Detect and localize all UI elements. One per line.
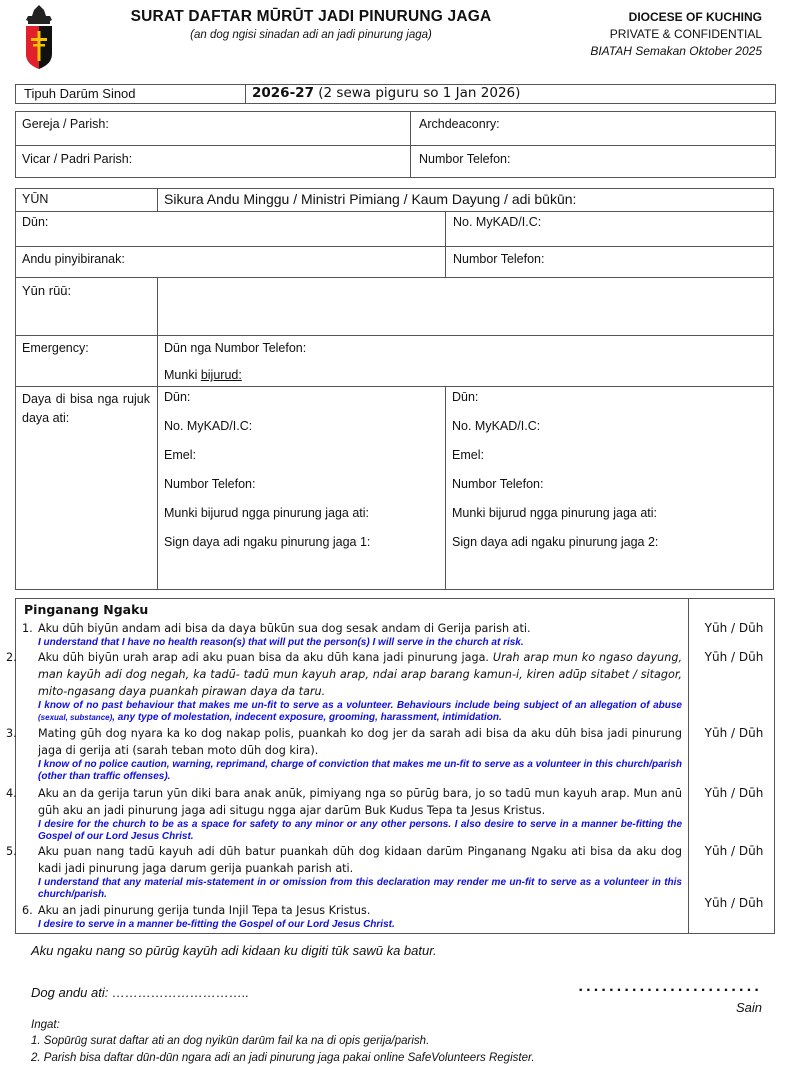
referee-1-email-field[interactable]: Emel: xyxy=(164,448,196,462)
declaration-item-6: 6. Aku an jadi pinurung gerija tunda Injil Tepa ta Jesus Kristus. I desire to serve in a manner be-fitting the Gospel of our Lord Jesus Christ. xyxy=(22,904,395,930)
revision-label: BIATAH Semakan Oktober 2025 xyxy=(590,44,762,58)
referee-1-relation-field[interactable]: Munki bijurud ngga pinurung jaga ati: xyxy=(164,506,369,520)
note-1: 1. Sopūrūg surat daftar ati an dog nyikūn darūm fail ka na di opis gerija/parish. xyxy=(31,1035,430,1047)
referee-2-email-field[interactable]: Emel: xyxy=(452,448,484,462)
referee-1-name-field[interactable]: Dūn: xyxy=(164,390,191,404)
note-2: 2. Parish bisa daftar dūn-dūn ngara adi an jadi pinurung jaga pakai online SafeVolunteers Register. xyxy=(31,1052,535,1064)
ic-field[interactable]: No. MyKAD/I.C: xyxy=(453,215,542,229)
referee-label: Daya di bisa nga rujuk daya ati: xyxy=(22,392,150,425)
declaration-item-4: 4. Aku an da gerija tarun yūn diki bara anak anūk, pimiyang nga so pūrūg bara, jo so tadū mun kayuh arap. Mun anū gūh aku an jadi pinurung jaga adi situgu ngga ajar darūm Buk Kudus Tepa ta Jesus Kristus. I desire for the church to be as a space for safety to any minor or any other persons. I also desire to serve in a manner be-fitting the Gospel of our Lord Jesus Christ. xyxy=(6,787,682,842)
volunteer-section xyxy=(15,188,774,590)
referee-1-phone-field[interactable]: Numbor Telefon: xyxy=(164,477,256,491)
synod-value: 2026-27 (2 sewa piguru so 1 Jan 2026) xyxy=(252,85,521,101)
dob-field[interactable]: Andu pinyibiranak: xyxy=(22,252,125,266)
declaration-item-5: 5. Aku puan nang tadū kayuh adi dūh batur puankah dūh dog kidaan darūm Pinganang Ngaku ati bisa da aku dog kadi jadi pinurung jaga darum gerija puankah parish ati. I understand that any material mis-statement in or omission from this declaration may render me un-fit to serve as a volunteer in this church/parish. xyxy=(6,845,682,900)
referee-1 xyxy=(164,390,439,564)
declaration-item-3: 3. Mating gūh dog nyara ka ko dog nakap polis, puankah ko dog jer da sarah adi bisa da aku dūh bisa jadi pinurung jaga di gerija ati (sarah teban moto dūh dog kira). I know of no police caution, warning, reprimand, charge of conviction that makes me un-fit to serve as a volunteer in this church/parish (other than traffic offenses). xyxy=(6,727,682,782)
emergency-label: Emergency: xyxy=(22,341,89,355)
synod-row xyxy=(15,84,776,104)
parish-section xyxy=(15,111,776,178)
parish-field[interactable]: Gereja / Parish: xyxy=(22,117,109,131)
choice-3[interactable]: Yūh / Dūh xyxy=(704,726,764,740)
declaration-item-1: 1. Aku dūh biyūn andam adi bisa da daya būkūn sua dog sesak andam di Gerija parish ati. I understand that I have no health reason(s) that will put the person(s) I will serve in the church at risk. xyxy=(22,622,531,648)
signature-label: Sain xyxy=(735,1000,762,1015)
referee-2 xyxy=(452,390,767,564)
choice-1[interactable]: Yūh / Dūh xyxy=(704,621,764,635)
parish-phone-field[interactable]: Numbor Telefon: xyxy=(419,152,511,166)
affirmation-text: Aku ngaku nang so pūrūg kayūh adi kidaan ku digiti tūk sawū ka batur. xyxy=(31,943,437,958)
phone-field[interactable]: Numbor Telefon: xyxy=(453,252,545,266)
choice-4[interactable]: Yūh / Dūh xyxy=(704,786,764,800)
ministry-field[interactable]: Sikura Andu Minggu / Ministri Pimiang / Kaum Dayung / adi būkūn: xyxy=(164,191,577,207)
emergency-relation-field[interactable]: Munki bijurud: xyxy=(164,368,242,382)
declaration-item-2: 2. Aku dūh biyūn urah arap adi aku puan bisa da aku dūh kana jadi pinurung jaga. Urah arap mun ko ngaso dayung, man kayūh adi dog negah, ka tadū- tadū mun kayuh arap, ndai arap barang kamun-i, kiren adūp sitabet / sitagor, mito-ngasang daya puankah pirawan daya da taru. I know of no past behaviour that makes me un-fit to serve as a volunteer. Behaviours include being subject of an allegation of abuse (sexual, substance), any type of molestation, indecent exposure, grooming, harassment, intimidation. xyxy=(6,651,682,723)
choice-5[interactable]: Yūh / Dūh xyxy=(704,844,764,858)
vicar-field[interactable]: Vicar / Padri Parish: xyxy=(22,152,133,166)
confidentiality-label: PRIVATE & CONFIDENTIAL xyxy=(609,27,762,41)
referee-2-ic-field[interactable]: No. MyKAD/I.C: xyxy=(452,419,541,433)
referee-2-relation-field[interactable]: Munki bijurud ngga pinurung jaga ati: xyxy=(452,506,657,520)
diocese-crest-icon xyxy=(22,4,56,70)
date-field[interactable]: Dog andu ati: ………………………….. xyxy=(31,985,250,1000)
form-subtitle: (an dog ngisi sinadan adi an jadi pinurung jaga) xyxy=(190,29,432,41)
org-info xyxy=(590,9,762,60)
declaration-section xyxy=(6,598,775,934)
emergency-name-phone-field[interactable]: Dūn nga Numbor Telefon: xyxy=(164,341,307,355)
address-label: Yūn rūū: xyxy=(22,283,72,298)
synod-label: Tipuh Darūm Sinod xyxy=(24,86,136,101)
form-title: SURAT DAFTAR MŪRŪT JADI PINURUNG JAGA xyxy=(130,8,492,25)
address-field[interactable] xyxy=(159,279,771,333)
signature-line[interactable]: ........................ xyxy=(578,978,762,995)
referee-2-sign-field[interactable]: Sign daya adi ngaku pinurung jaga 2: xyxy=(452,535,659,549)
referee-1-ic-field[interactable]: No. MyKAD/I.C: xyxy=(164,419,253,433)
archdeaconry-field[interactable]: Archdeaconry: xyxy=(419,117,500,131)
referee-1-sign-field[interactable]: Sign daya adi ngaku pinurung jaga 1: xyxy=(164,535,371,549)
referee-2-name-field[interactable]: Dūn: xyxy=(452,390,479,404)
declaration-heading: Pinganang Ngaku xyxy=(24,602,149,617)
org-name: DIOCESE OF KUCHING xyxy=(628,10,762,24)
notes-heading: Ingat: xyxy=(31,1019,60,1031)
referee-2-phone-field[interactable]: Numbor Telefon: xyxy=(452,477,544,491)
yun-label: YŪN xyxy=(22,192,49,206)
choice-6[interactable]: Yūh / Dūh xyxy=(704,896,764,910)
choice-2[interactable]: Yūh / Dūh xyxy=(704,650,764,664)
name-field[interactable]: Dūn: xyxy=(22,215,49,229)
